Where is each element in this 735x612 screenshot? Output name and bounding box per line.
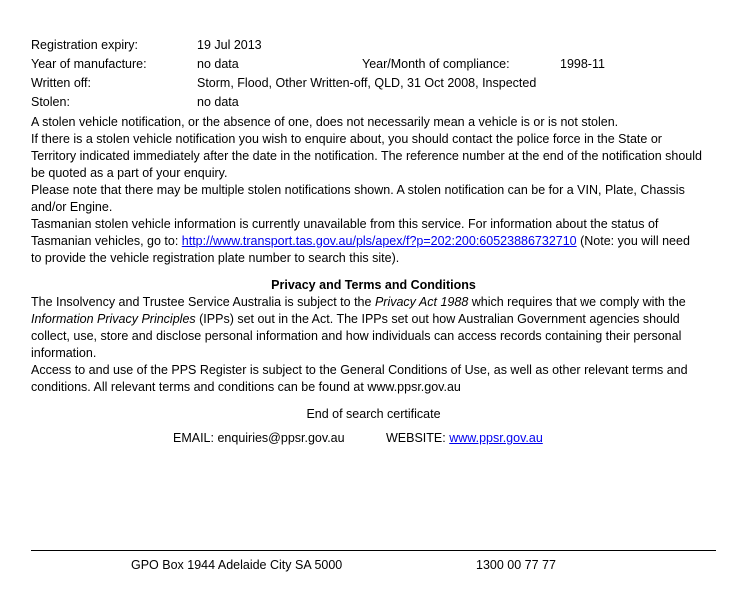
compliance-value: 1998-11 — [560, 57, 605, 71]
multiple-notifications-paragraph: Please note that there may be multiple stolen notifications shown. A stolen notification can be for a VIN, Plate, Chassis and/or Engine. — [31, 183, 685, 214]
privacy-text-c: (IPPs) set out in the Act. The IPPs set out how Australian Government agencies should collect, use, store and disclose personal information and how individuals can access records containing their personal information. — [31, 312, 682, 360]
year-of-manufacture-label: Year of manufacture: — [31, 57, 147, 71]
certificate-page — [31, 38, 716, 447]
stolen-enquiry-paragraph: If there is a stolen vehicle notification you wish to enquire about, you should contact the police force in the State or Territory indicated immediately after the date in the notification. The reference number at the end of the notification should be quoted as a part of your enquiry. — [31, 132, 702, 180]
stolen-value: no data — [197, 95, 239, 109]
stolen-disclaimer-paragraph: A stolen vehicle notification, or the absence of one, does not necessarily mean a vehicle is or is not stolen. — [31, 115, 619, 129]
information-privacy-principles: Information Privacy Principles — [31, 312, 196, 326]
written-off-row — [31, 76, 716, 95]
stolen-label: Stolen: — [31, 95, 70, 109]
compliance-label: Year/Month of compliance: — [362, 57, 510, 71]
year-of-manufacture-row — [31, 57, 716, 76]
footer-divider — [31, 550, 716, 551]
website-label: WEBSITE: — [386, 431, 450, 445]
privacy-text-a: The Insolvency and Trustee Service Australia is subject to the — [31, 295, 375, 309]
written-off-value: Storm, Flood, Other Written-off, QLD, 31 Oct 2008, Inspected — [197, 76, 537, 90]
terms-paragraph: Access to and use of the PPS Register is subject to the General Conditions of Use, as well as other relevant terms and conditions. All relevant terms and conditions can be found at www.ppsr.gov.au — [31, 363, 688, 394]
registration-expiry-row — [31, 38, 716, 57]
year-of-manufacture-value: no data — [197, 57, 239, 71]
tasmanian-info-paragraph — [31, 216, 703, 267]
registration-expiry-value: 19 Jul 2013 — [197, 38, 262, 52]
tasmanian-info-text: Tasmanian stolen vehicle information is currently unavailable from this service. For information about the status of Tasmanian vehicles, go to: — [31, 217, 659, 248]
registration-expiry-label: Registration expiry: — [31, 38, 138, 52]
contact-line — [31, 430, 716, 447]
footer — [0, 557, 735, 574]
stolen-row — [31, 95, 716, 114]
written-off-label: Written off: — [31, 76, 91, 90]
privacy-act-paragraph — [31, 294, 703, 362]
tasmanian-transport-link[interactable]: http://www.transport.tas.gov.au/pls/apex/f?p=202:200:60523886732710 — [181, 234, 577, 248]
email-contact: EMAIL: enquiries@ppsr.gov.au — [173, 431, 345, 445]
tasmanian-info-note: (Note: you will need to provide the vehicle registration plate number to search this site). — [31, 234, 690, 265]
website-link[interactable]: www.ppsr.gov.au — [449, 431, 543, 445]
footer-phone: 1300 00 77 77 — [476, 558, 556, 572]
website-contact — [386, 430, 543, 447]
privacy-heading: Privacy and Terms and Conditions — [271, 278, 476, 292]
privacy-text-b: which requires that we comply with the — [468, 295, 686, 309]
end-of-certificate: End of search certificate — [306, 407, 441, 421]
footer-address: GPO Box 1944 Adelaide City SA 5000 — [131, 558, 343, 572]
privacy-act-title: Privacy Act 1988 — [374, 295, 469, 309]
